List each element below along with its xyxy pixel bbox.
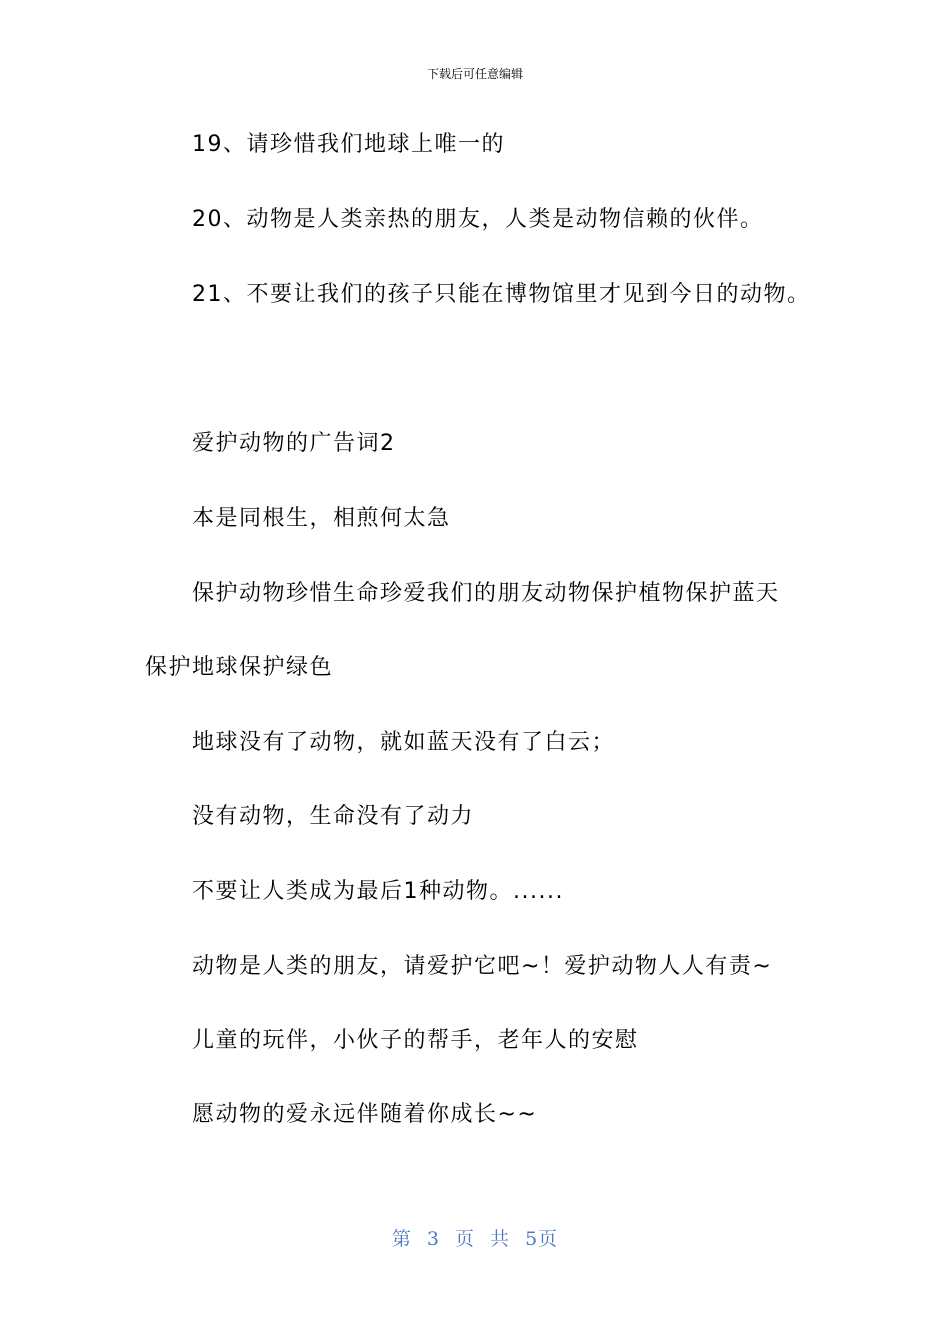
slogan-line: 不要让人类成为最后1种动物。...... [192,879,564,904]
paragraph-21: 21、不要让我们的孩子只能在博物馆里才见到今日的动物。 [192,282,811,307]
slogan-line: 地球没有了动物，就如蓝天没有了白云； [192,730,616,755]
slogan-line: 愿动物的爱永远伴随着你成长~~ [192,1102,538,1127]
page-header: 下载后可任意编辑 [426,67,523,81]
section-title: 爱护动物的广告词2 [192,431,396,456]
slogan-line: 没有动物，生命没有了动力 [192,804,475,829]
slogan-line: 儿童的玩伴，小伙子的帮手，老年人的安慰 [192,1028,639,1053]
paragraph-19: 19、请珍惜我们地球上唯一的 [192,132,505,157]
slogan-line: 本是同根生，相煎何太急 [192,506,451,531]
paragraph-20: 20、动物是人类亲热的朋友，人类是动物信赖的伙伴。 [192,207,764,232]
slogan-line: 保护动物珍惜生命珍爱我们的朋友动物保护植物保护蓝天 [192,581,780,606]
slogan-line: 动物是人类的朋友，请爱护它吧~！爱护动物人人有责~ [192,954,773,979]
page-number-footer: 第 3 页 共 5页 [391,1228,559,1250]
slogan-line-continuation: 保护地球保护绿色 [145,655,334,680]
